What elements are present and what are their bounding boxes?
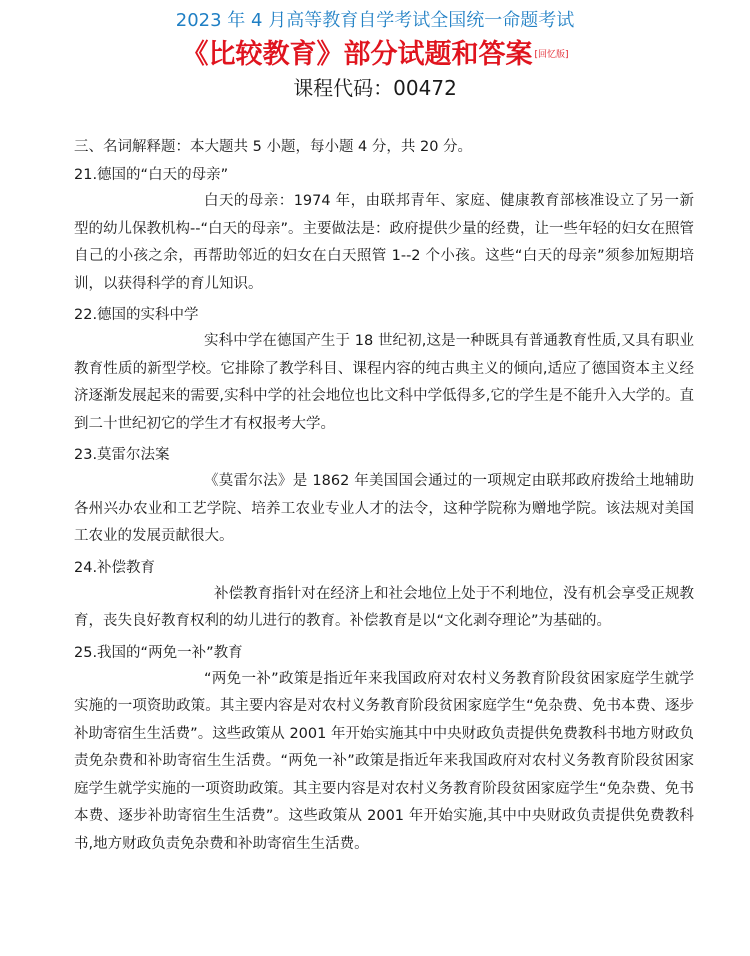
- question-answer: 白天的母亲：1974 年，由联邦青年、家庭、健康教育部核准设立了另一新型的幼儿保教机构--“白天的母亲”。主要做法是：政府提供少量的经费，让一些年轻的妇女在照管自己的小孩之余，再帮助邻近的妇女在白天照管 1--2 个小孩。这些“白天的母亲”须参加短期培训，以获得科学的育儿知识。: [74, 193, 694, 292]
- subject-title: [0, 36, 750, 74]
- question-answer: 补偿教育指针对在经济上和社会地位上处于不利地位，没有机会享受正规教育，丧失良好教育权利的幼儿进行的教育。补偿教育是以“文化剥夺理论”为基础的。: [74, 585, 694, 629]
- question-22: [74, 302, 694, 438]
- question-answer: 实科中学在德国产生于 18 世纪初,这是一种既具有普通教育性质,又具有职业教育性质的新型学校。它排除了教学科目、课程内容的纯古典主义的倾向,适应了德国资本主义经济逐渐发展起来的需要,实科中学的社会地位也比文科中学低得多,它的学生是不能升入大学的。直到二十世纪初它的学生才有权报考大学。: [74, 333, 694, 432]
- question-heading: 25.我国的“两免一补”教育: [74, 644, 243, 661]
- question-heading: 22.德国的实科中学: [74, 307, 199, 323]
- question-25: [74, 640, 694, 859]
- question-21: [74, 162, 694, 298]
- question-answer: “两免一补”政策是指近年来我国政府对农村义务教育阶段贫困家庭学生就学实施的一项资助政策。其主要内容是对农村义务教育阶段贫困家庭学生“免杂费、免书本费、逐步补助寄宿生生活费”。这些政策从 2001 年开始实施其中中央财政负责提供免费教科书地方财政负责免杂费和补助寄宿生生活费。“两免一补”政策是指近年来我国政府对农村义务教育阶段贫困家庭学生就学实施的一项资助政策。其主要内容是对农村义务教育阶段贫困家庭学生“免杂费、免书本费、逐步补助寄宿生生活费”。这些政策从 2001 年开始实施,其中中央财政负责提供免费教科书,地方财政负责免杂费和补助寄宿生生活费。: [74, 670, 694, 852]
- question-heading: 23.莫雷尔法案: [74, 447, 170, 463]
- section-heading: 三、名词解释题：本大题共 5 小题，每小题 4 分，共 20 分。: [74, 139, 473, 155]
- question-23: [74, 442, 694, 551]
- subject-title-text: 《比较教育》部分试题和答案: [181, 39, 533, 70]
- page-header: [0, 8, 750, 102]
- recall-version-badge: [回忆版]: [534, 50, 569, 60]
- course-code: 课程代码：00472: [293, 76, 457, 100]
- question-heading: 24.补偿教育: [74, 559, 156, 576]
- question-heading: 21.德国的“白天的母亲”: [74, 167, 229, 183]
- question-answer: 《莫雷尔法》是 1862 年美国国会通过的一项规定由联邦政府拨给土地辅助各州兴办农业和工艺学院、培养工农业专业人才的法令，这种学院称为赠地学院。该法规对美国工农业的发展贡献很大。: [74, 473, 694, 544]
- exam-title: 2023 年 4 月高等教育自学考试全国统一命题考试: [175, 10, 575, 31]
- question-24: [74, 555, 694, 636]
- document-body: [74, 128, 694, 862]
